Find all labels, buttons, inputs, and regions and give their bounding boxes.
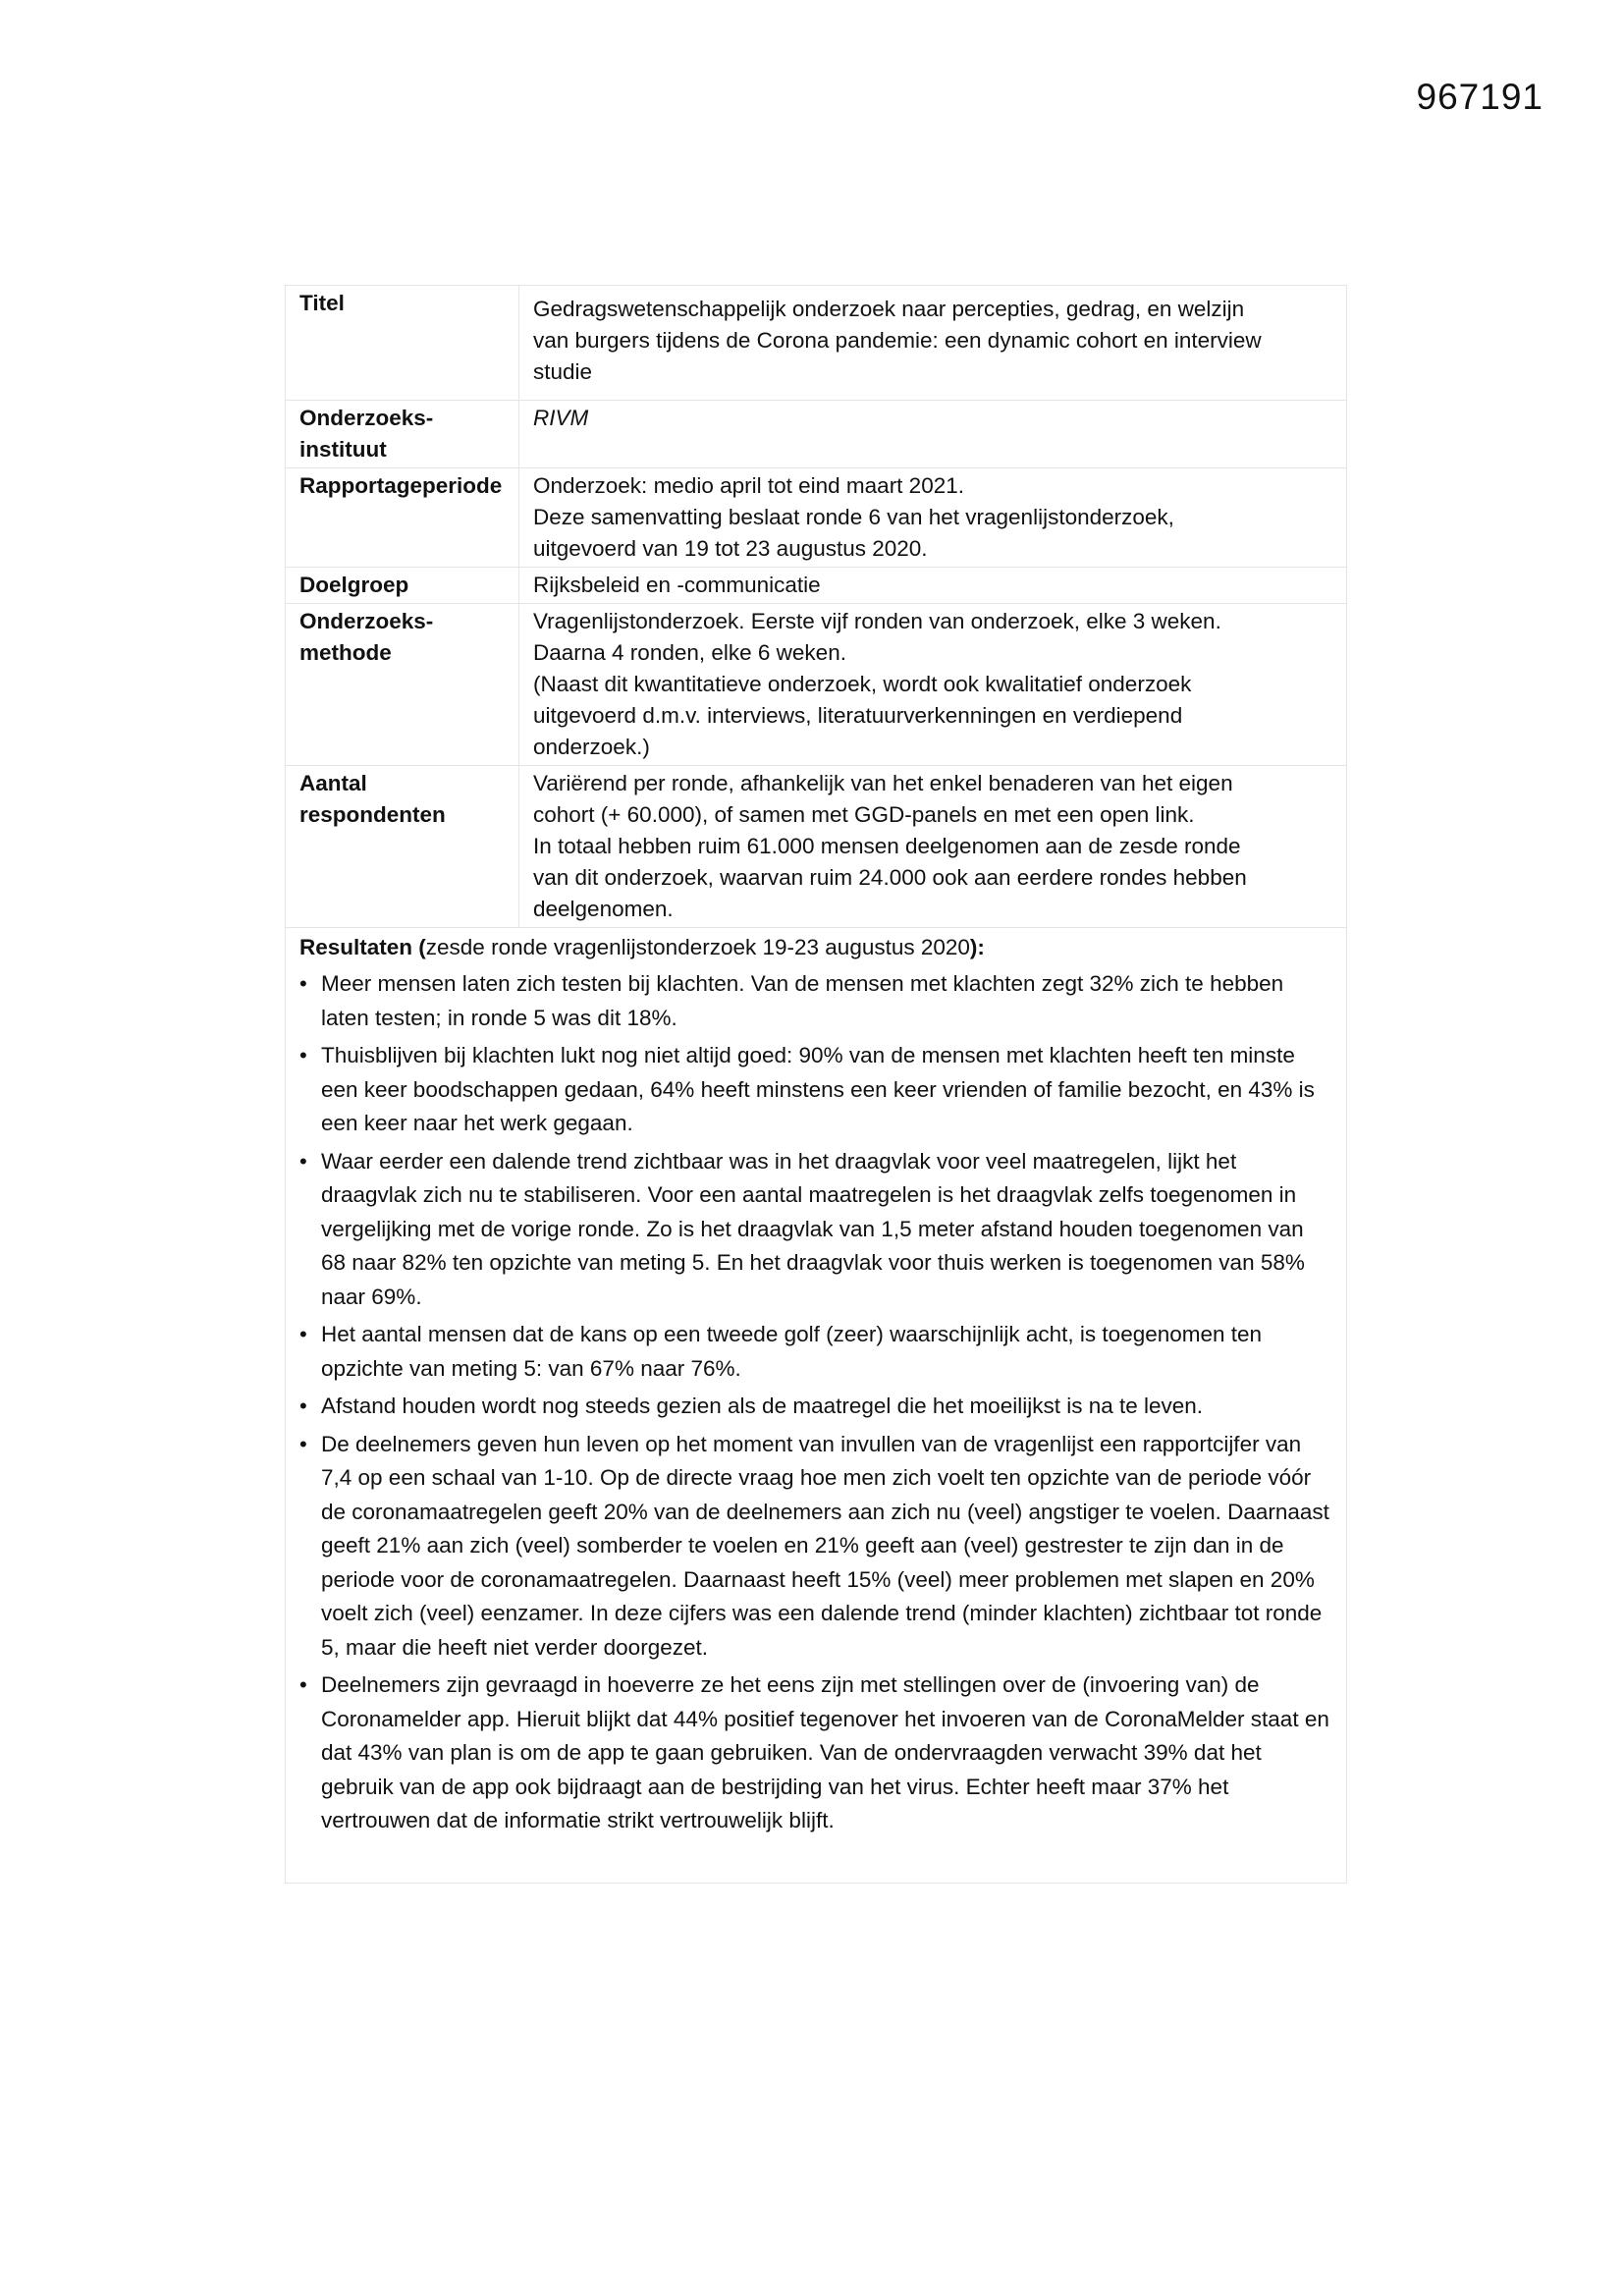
list-item	[299, 1145, 1332, 1315]
summary-table	[285, 285, 1347, 1884]
list-item	[299, 967, 1332, 1035]
label-text: Aantal respondenten	[299, 771, 446, 827]
list-item	[299, 1039, 1332, 1141]
row-value	[519, 766, 1346, 927]
value-line: uitgevoerd van 19 tot 23 augustus 2020.	[533, 536, 928, 561]
results-heading-bold: Resultaten (	[299, 935, 426, 959]
row-label	[286, 401, 519, 467]
list-item-text: • De deelnemers geven hun leven op het moment van invullen van de vragenlijst een rapportcijfer van 7,4 op een schaal van 1-10. Op de directe vraag hoe men zich voelt ten opzichte van de periode vóór de coronamaatregelen geeft 20% van de deelnemers aan zich nu (veel) angstiger te voelen. Daarnaast geeft 21% aan zich (veel) somberder te voelen en 21% geeft aan (veel) gestrester te zijn dan in de periode voor de coronamaatregelen. Daarnaast heeft 15% (veel) meer problemen met slapen en 20% voelt zich (veel) eenzamer. In deze cijfers was een dalende trend (minder klachten) zichtbaar tot ronde 5, maar die heeft niet verder doorgezet.	[321, 1431, 1329, 1660]
label-text: Onderzoeks- instituut	[299, 406, 434, 462]
row-rapportageperiode	[286, 468, 1346, 568]
value-line: Rijksbeleid en -communicatie	[533, 573, 821, 597]
value-line: cohort (+ 60.000), of samen met GGD-panels en met een open link.	[533, 802, 1195, 827]
label-text: Onderzoeks- methode	[299, 609, 434, 665]
results-heading	[299, 932, 1332, 963]
value-line: deelgenomen.	[533, 897, 674, 921]
list-item-text: • Waar eerder een dalende trend zichtbaar was in het draagvlak voor veel maatregelen, lijkt het draagvlak zich nu te stabiliseren. Voor een aantal maatregelen is het draagvlak zelfs toegenomen in vergelijking met de vorige ronde. Zo is het draagvlak van 1,5 meter afstand houden toegenomen van 68 naar 82% ten opzichte van meting 5. En het draagvlak voor thuis werken is toegenomen van 58% naar 69%.	[321, 1148, 1305, 1309]
list-item-text: • Afstand houden wordt nog steeds gezien als de maatregel die het moeilijkst is na te leven.	[321, 1394, 1204, 1418]
value-line: van burgers tijdens de Corona pandemie: een dynamic cohort en interview	[533, 328, 1262, 353]
row-onderzoeksinstituut	[286, 401, 1346, 468]
value-line: RIVM	[533, 406, 589, 430]
value-line: van dit onderzoek, waarvan ruim 24.000 ook aan eerdere rondes hebben	[533, 865, 1247, 890]
value-line: (Naast dit kwantitatieve onderzoek, wordt ook kwalitatief onderzoek	[533, 672, 1192, 696]
row-label: Doelgroep	[286, 568, 519, 603]
list-item	[299, 1390, 1332, 1424]
list-item-text: • Het aantal mensen dat de kans op een tweede golf (zeer) waarschijnlijk acht, is toegenomen ten opzichte van meting 5: van 67% naar 76%.	[321, 1322, 1263, 1381]
value-line: Onderzoek: medio april tot eind maart 2021.	[533, 473, 964, 498]
row-value	[519, 401, 1346, 467]
row-label	[286, 604, 519, 765]
list-item-text: • Deelnemers zijn gevraagd in hoeverre ze het eens zijn met stellingen over de (invoering van) de Coronamelder app. Hieruit blijkt dat 44% positief tegenover het invoeren van de CoronaMelder staat en dat 43% van plan is om de app te gaan gebruiken. Van de ondervraagden verwacht 39% dat het gebruik van de app ook bijdraagt aan de bestrijding van het virus. Echter heeft maar 37% het vertrouwen dat de informatie strikt vertrouwelijk blijft.	[321, 1672, 1329, 1832]
value-line: Daarna 4 ronden, elke 6 weken.	[533, 640, 846, 665]
document-id: 967191	[1416, 77, 1543, 117]
row-label	[286, 766, 519, 927]
list-item-text: • Thuisblijven bij klachten lukt nog niet altijd goed: 90% van de mensen met klachten heeft ten minste een keer boodschappen gedaan, 64% heeft minstens een keer vrienden of familie bezocht, en 43% is een keer naar het werk gegaan.	[321, 1043, 1315, 1135]
row-label: Titel	[286, 286, 519, 400]
row-label: Rapportageperiode	[286, 468, 519, 567]
list-item	[299, 1668, 1332, 1838]
results-heading-text: zesde ronde vragenlijstonderzoek 19-23 augustus 2020	[425, 935, 970, 959]
value-line: Gedragswetenschappelijk onderzoek naar percepties, gedrag, en welzijn	[533, 297, 1245, 321]
list-item-text: • Meer mensen laten zich testen bij klachten. Van de mensen met klachten zegt 32% zich te hebben laten testen; in ronde 5 was dit 18%.	[321, 971, 1284, 1030]
row-value	[519, 568, 1346, 603]
row-onderzoeksmethode	[286, 604, 1346, 766]
list-item	[299, 1428, 1332, 1666]
value-line: onderzoek.)	[533, 735, 650, 759]
row-titel	[286, 286, 1346, 401]
row-value	[519, 604, 1346, 765]
row-value	[519, 286, 1346, 400]
results-list	[299, 967, 1332, 1838]
value-line: In totaal hebben ruim 61.000 mensen deelgenomen aan de zesde ronde	[533, 834, 1241, 858]
row-aantal-respondenten	[286, 766, 1346, 928]
row-value	[519, 468, 1346, 567]
results-section	[286, 928, 1346, 1838]
value-line: uitgevoerd d.m.v. interviews, literatuurverkenningen en verdiepend	[533, 703, 1183, 728]
value-line: Deze samenvatting beslaat ronde 6 van het vragenlijstonderzoek,	[533, 505, 1174, 529]
value-line: Vragenlijstonderzoek. Eerste vijf ronden van onderzoek, elke 3 weken.	[533, 609, 1221, 633]
value-line: studie	[533, 359, 593, 384]
row-doelgroep	[286, 568, 1346, 604]
value-line: Variërend per ronde, afhankelijk van het enkel benaderen van het eigen	[533, 771, 1233, 795]
results-heading-end: ):	[969, 935, 985, 959]
list-item	[299, 1318, 1332, 1386]
